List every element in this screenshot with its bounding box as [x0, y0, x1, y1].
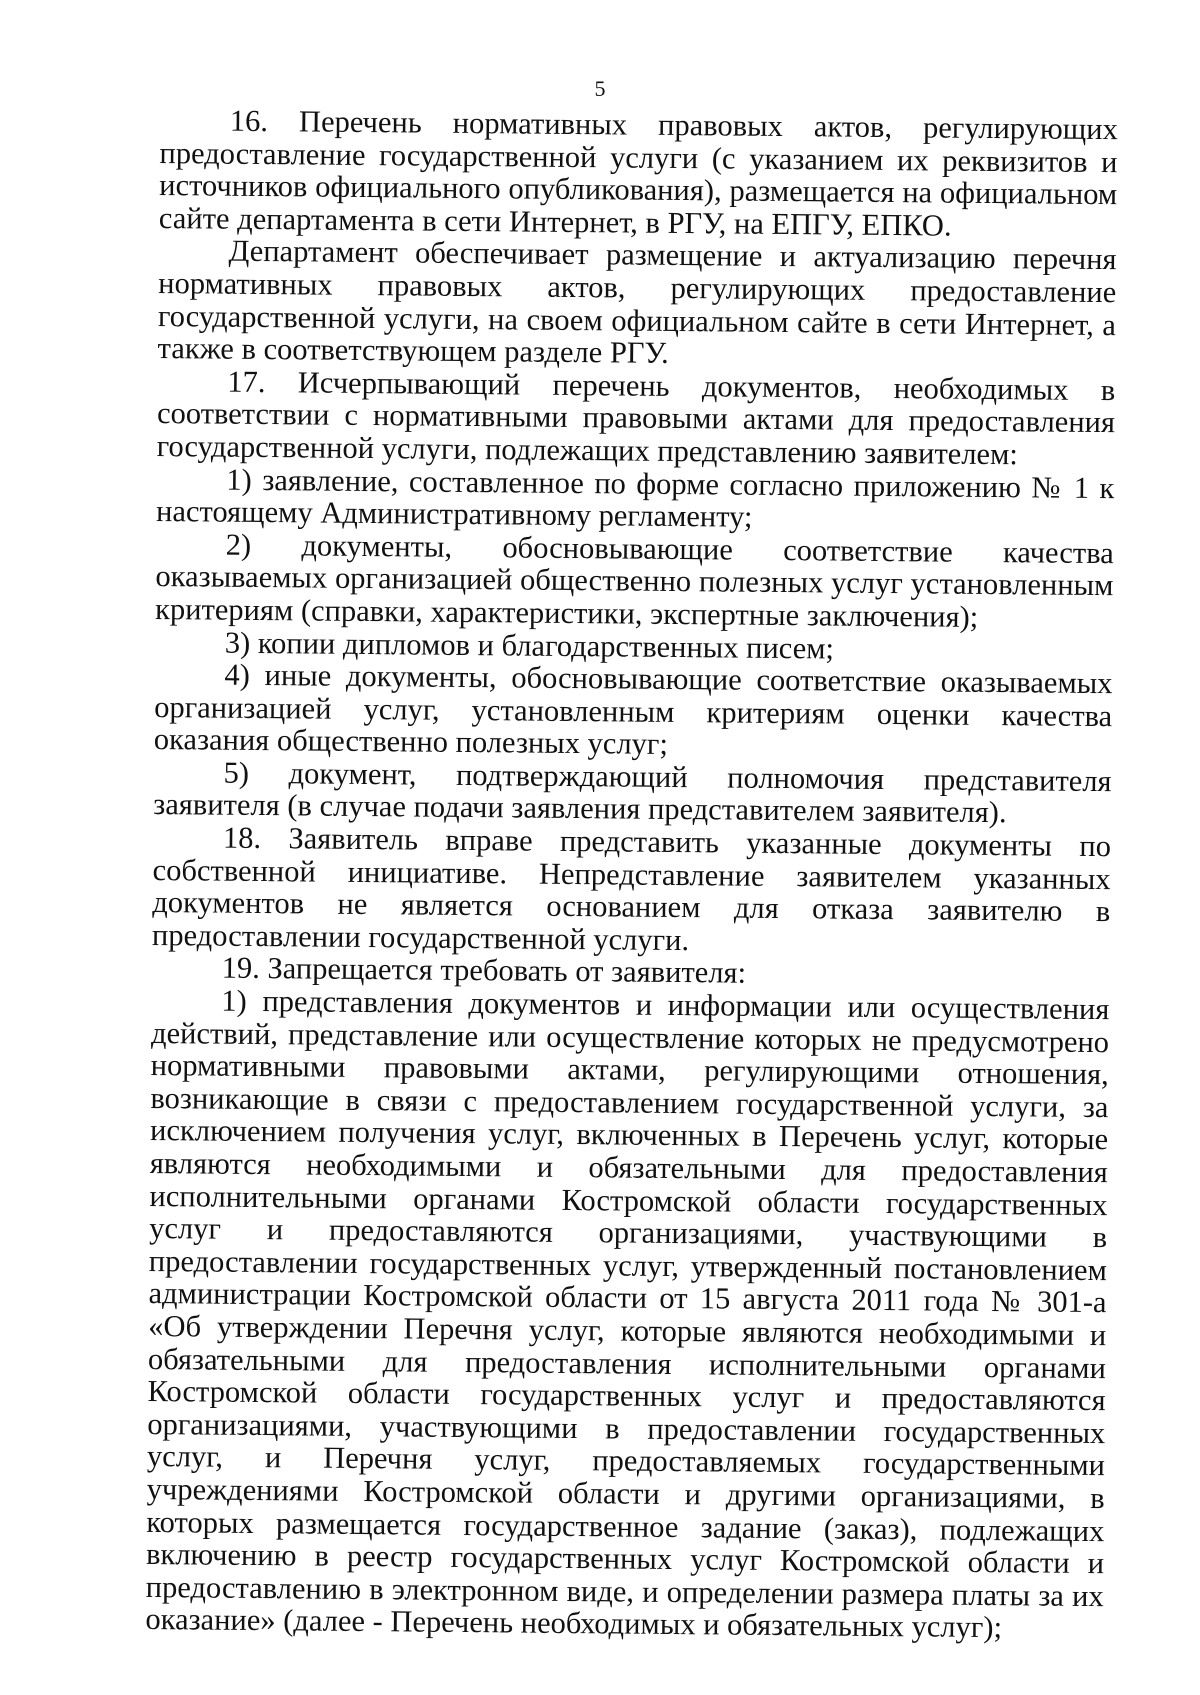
page-number: 5: [594, 76, 606, 101]
paragraph-18: 18. Заявитель вправе представить указанные документы по собственной инициативе. Непредставление заявителем указанных документов не является основанием для отказа заявителю в предоставлении государственной услуги.: [151, 820, 1112, 957]
paragraph-department-duty: Департамент обеспечивает размещение и актуализацию перечня нормативных правовых актов, регулирующих предоставление государственной услуги, на своем официальном сайте в сети Интернет, а также в соответствующем разделе РГУ.: [157, 234, 1117, 371]
list-item-17-5: 5) документ, подтверждающий полномочия представителя заявителя (в случае подачи заявления представителем заявителя).: [153, 755, 1112, 830]
list-item-17-3: 3) копии дипломов и благодарственных писем;: [224, 625, 835, 665]
paragraph-17: 17. Исчерпывающий перечень документов, необходимых в соответствии с нормативными правовыми актами для предоставления государственной услуги, подлежащих представлению заявителем:: [156, 364, 1116, 472]
list-item-17-4: 4) иные документы, обосновывающие соответствие оказываемых организацией услуг, установленным критериям оценки качества оказания общественно полезных услуг;: [153, 657, 1113, 762]
paragraph-19: 19. Запрещается требовать от заявителя:: [221, 951, 747, 991]
document-body: [145, 104, 1118, 1645]
list-item-19-1: 1) представления документов и информации или осуществления действий, представление или осуществление которых не предусмотрено нормативными правовыми актами, регулирующими отношения, возникающие в связи с предоставлением государственной услуги, за исключением получения услуг, включенных в Перечень услуг, которые являются необходимыми и обязательными для предоставления исполнительными органами Костромской области государственных услуг и предоставляются организациями, участвующими в предоставлении государственных услуг, утвержденный постановлением администрации Костромской области от 15 августа 2011 года № 301-а «Об утверждении Перечня услуг, которые являются необходимыми и обязательными для предоставления исполнительными органами Костромской области государственных услуг и предоставляются организациями, участвующими в предоставлении государственных услуг, и Перечня услуг, предоставляемых государственными учреждениями Костромской области и другими организациями, в которых размещается государственное задание (заказ), подлежащих включению в реестр государственных услуг Костромской области и предоставлению в электронном виде, и определении размера платы за их оказание» (далее - Перечень необходимых и обязательных услуг);: [145, 983, 1110, 1645]
paragraph-16: 16. Перечень нормативных правовых актов, регулирующих предоставление государственной услуги (с указанием их реквизитов и источников официального опубликования), размещается на официальном сайте департамента в сети Интернет, в РГУ, на ЕПГУ, ЕПКО.: [158, 103, 1118, 243]
list-item-17-1: 1) заявление, составленное по форме согласно приложению № 1 к настоящему Административному регламенту;: [155, 462, 1115, 534]
list-item-17-2: 2) документы, обосновывающие соответствие качества оказываемых организацией общественно полезных услуг установленным критериям (справки, характеристики, экспертные заключения);: [154, 527, 1114, 634]
